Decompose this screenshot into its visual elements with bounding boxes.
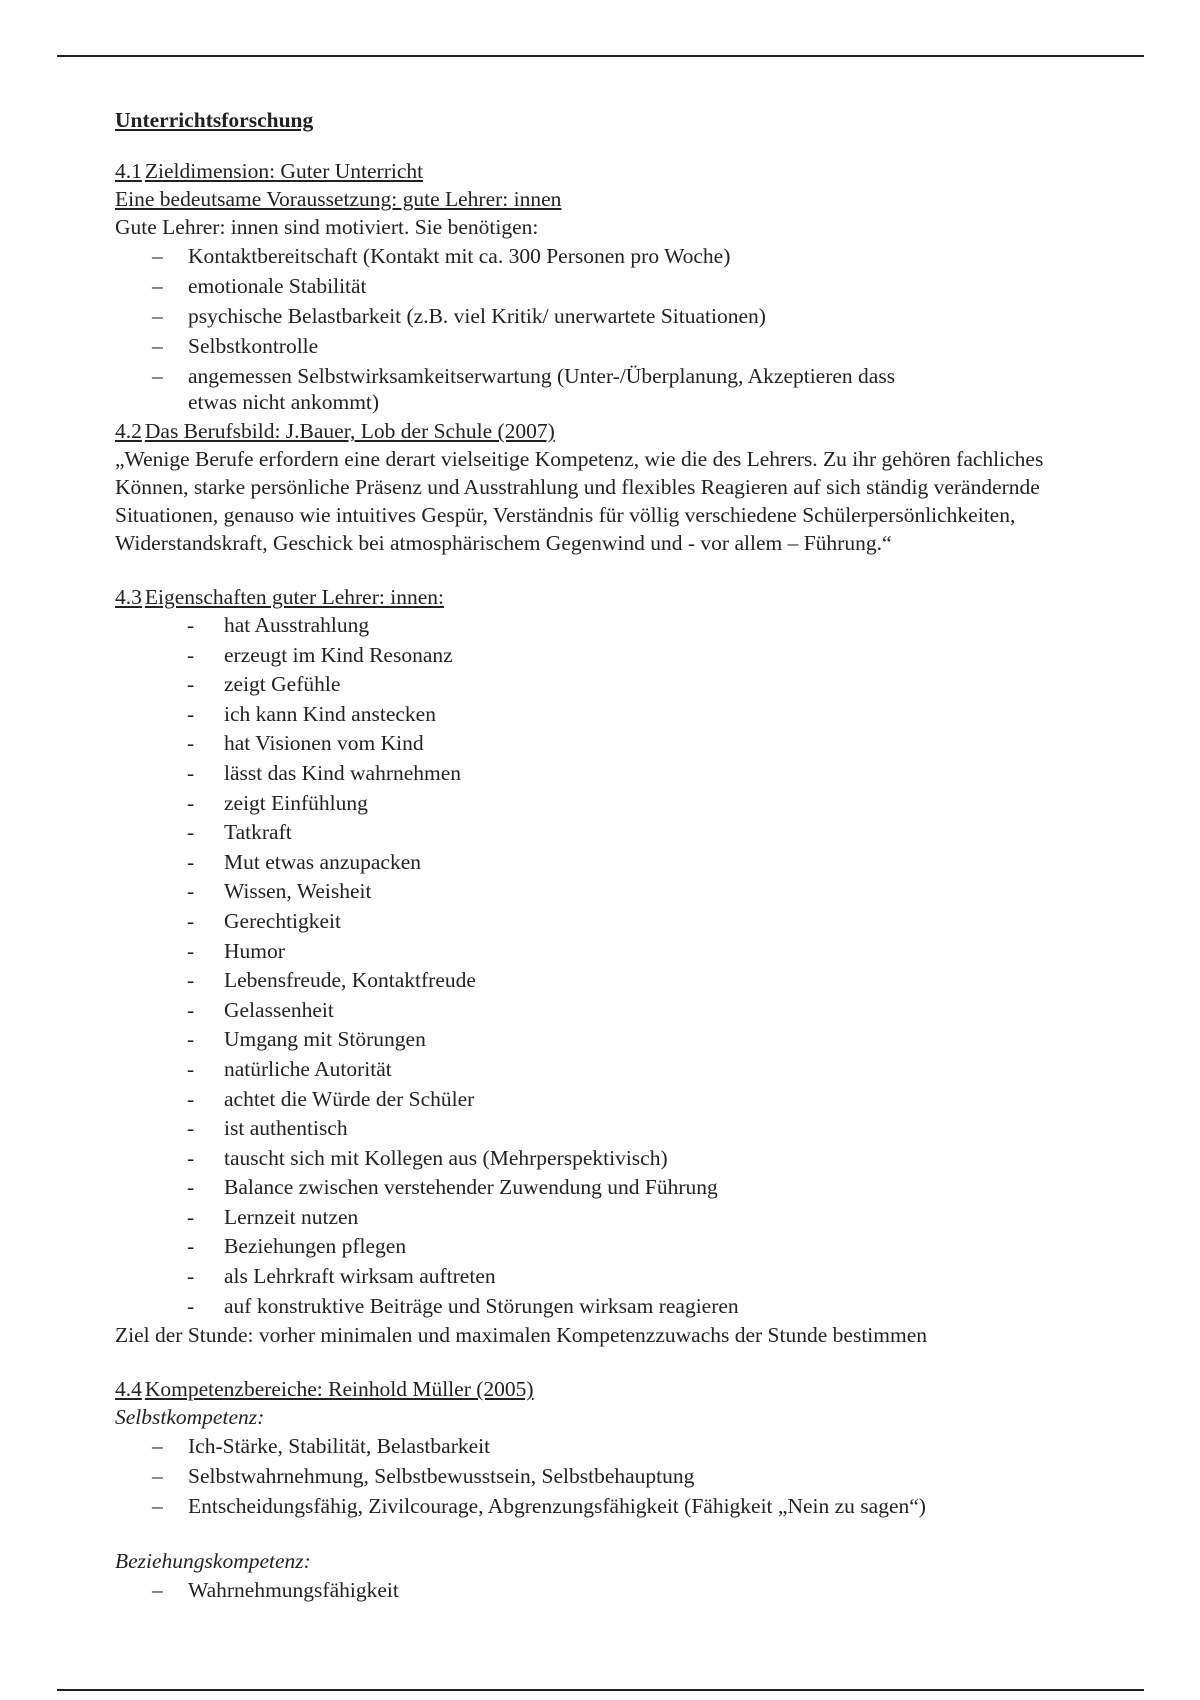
relationship-competence-label: Beziehungskompetenz:	[115, 1549, 311, 1574]
list-item	[115, 1203, 1115, 1233]
bullet-mark: -	[187, 908, 195, 933]
bullet-mark: -	[187, 938, 195, 963]
bottom-rule	[57, 1689, 1144, 1691]
list-item	[115, 907, 1115, 937]
bullet-mark: -	[187, 613, 195, 637]
bullet-mark: -	[187, 1204, 195, 1229]
bullet-mark: -	[187, 760, 195, 785]
bullet-mark: –	[152, 1494, 163, 1519]
list-item	[115, 1292, 1115, 1322]
list-item	[115, 729, 1115, 759]
dash-bullet: –	[152, 364, 163, 388]
bullet-mark: -	[187, 701, 195, 726]
list-item-text: emotionale Stabilität	[188, 274, 367, 298]
list-item-text: Selbstwahrnehmung, Selbstbewusstsein, Selbstbehauptung	[188, 1464, 695, 1489]
section-heading-text: Das Berufsbild: J.Bauer, Lob der Schule (2007)	[144, 419, 555, 443]
list-item-text: Umgang mit Störungen	[224, 1027, 426, 1052]
list-item-text: Entscheidungsfähig, Zivilcourage, Abgrenzungsfähigkeit (Fähigkeit „Nein zu sagen“)	[188, 1494, 926, 1519]
list-item	[115, 301, 1115, 331]
list-item-text: ist authentisch	[224, 1116, 348, 1141]
list-item-text: zeigt Einfühlung	[224, 790, 368, 815]
list-item	[115, 700, 1115, 730]
list-item	[115, 241, 1115, 271]
list-item-text-continued: etwas nicht ankommt)	[188, 390, 380, 414]
list-item-text: Beziehungen pflegen	[224, 1234, 407, 1259]
dash-bullet: –	[152, 244, 163, 268]
list-item-text: Lernzeit nutzen	[224, 1204, 359, 1229]
list-item-text: Kontaktbereitschaft (Kontakt mit ca. 300 Personen pro Woche)	[188, 244, 731, 268]
section-4-1-list	[115, 241, 1115, 413]
list-item	[115, 271, 1115, 301]
list-item	[115, 361, 1115, 413]
top-rule	[57, 55, 1144, 57]
dash-bullet: –	[152, 274, 163, 298]
bullet-mark: -	[187, 731, 195, 756]
list-item	[115, 937, 1115, 967]
list-item-text: Tatkraft	[224, 820, 292, 845]
bullet-mark: –	[152, 1578, 163, 1603]
list-item-text: Ich-Stärke, Stabilität, Belastbarkeit	[188, 1434, 491, 1459]
list-item-text: achtet die Würde der Schüler	[224, 1086, 475, 1111]
self-competence-label: Selbstkompetenz:	[115, 1405, 265, 1430]
list-item	[115, 670, 1115, 700]
section-4-4-heading	[115, 1375, 1115, 1403]
bullet-mark: –	[152, 1464, 163, 1489]
section-number: 4.2	[115, 419, 142, 443]
section-number: 4.1	[115, 159, 142, 183]
list-item	[115, 996, 1115, 1026]
lesson-goal: Ziel der Stunde: vorher minimalen und maximalen Kompetenzzuwachs der Stunde bestimmen	[115, 1323, 928, 1348]
list-item	[115, 877, 1115, 907]
bullet-mark: -	[187, 1293, 195, 1318]
list-item	[115, 1262, 1115, 1292]
bullet-mark: -	[187, 1086, 195, 1111]
section-number: 4.4	[115, 1377, 142, 1402]
list-item-text: Balance zwischen verstehender Zuwendung und Führung	[224, 1175, 718, 1200]
list-item-text: Gelassenheit	[224, 997, 334, 1022]
list-item	[115, 848, 1115, 878]
list-item-text: angemessen Selbstwirksamkeitserwartung (Unter-/Überplanung, Akzeptieren dass	[188, 364, 896, 388]
bullet-mark: -	[187, 672, 195, 697]
section-4-3-list	[115, 611, 1115, 1321]
list-item	[115, 1173, 1115, 1203]
list-item	[115, 1431, 1115, 1461]
bullet-mark: -	[187, 849, 195, 874]
list-item-text: Lebensfreude, Kontaktfreude	[224, 968, 476, 993]
list-item	[115, 1025, 1115, 1055]
document-title: Unterrichtsforschung	[115, 108, 314, 132]
section-4-1-subheading: Eine bedeutsame Voraussetzung: gute Lehrer: innen	[115, 187, 562, 211]
list-item	[115, 759, 1115, 789]
list-item	[115, 966, 1115, 996]
section-4-3-heading	[115, 583, 1115, 611]
list-item-text: lässt das Kind wahrnehmen	[224, 760, 462, 785]
bullet-mark: -	[187, 1116, 195, 1141]
list-item	[115, 1114, 1115, 1144]
list-item-text: tauscht sich mit Kollegen aus (Mehrperspektivisch)	[224, 1145, 668, 1170]
list-item-text: Wahrnehmungsfähigkeit	[188, 1578, 399, 1603]
list-item-text: auf konstruktive Beiträge und Störungen wirksam reagieren	[224, 1293, 739, 1318]
list-item-text: Selbstkontrolle	[188, 334, 319, 358]
bullet-mark: -	[187, 879, 195, 904]
list-item-text: als Lehrkraft wirksam auftreten	[224, 1264, 496, 1289]
list-item	[115, 641, 1115, 671]
list-item-text: Gerechtigkeit	[224, 908, 342, 933]
bullet-mark: -	[187, 820, 195, 845]
self-competence-list	[115, 1431, 1115, 1521]
section-4-1-heading	[115, 157, 1115, 185]
list-item	[115, 1232, 1115, 1262]
bauer-quote: „Wenige Berufe erfordern eine derart vielseitige Kompetenz, wie die des Lehrers. Zu ihr gehören fachliches Können, starke persönliche Präsenz und Ausstrahlung und flexibles Reagieren auf sich ständig verändernde Situationen, genauso wie intuitives Gespür, Verständnis für völlig verschiedene Schülerpersönlichkeiten, Widerstandskraft, Geschick bei atmosphärischem Gegenwind und - vor allem – Führung.“	[115, 447, 1044, 555]
bullet-mark: -	[187, 1145, 195, 1170]
list-item	[115, 1085, 1115, 1115]
bullet-mark: -	[187, 968, 195, 993]
list-item	[115, 1491, 1115, 1521]
section-heading-text: Zieldimension: Guter Unterricht	[144, 159, 424, 183]
section-heading-text: Eigenschaften guter Lehrer: innen:	[144, 585, 444, 609]
list-item	[115, 331, 1115, 361]
section-number: 4.3	[115, 585, 142, 609]
list-item	[115, 1055, 1115, 1085]
list-item-text: hat Ausstrahlung	[224, 613, 370, 637]
bullet-mark: -	[187, 1175, 195, 1200]
bullet-mark: -	[187, 790, 195, 815]
list-item-text: Wissen, Weisheit	[224, 879, 372, 904]
section-4-1-intro: Gute Lehrer: innen sind motiviert. Sie benötigen:	[115, 215, 539, 239]
list-item-text: Humor	[224, 938, 285, 963]
section-4-2-heading	[115, 417, 1115, 445]
list-item-text: ich kann Kind anstecken	[224, 701, 436, 726]
list-item	[115, 1461, 1115, 1491]
section-heading-text: Kompetenzbereiche: Reinhold Müller (2005)	[144, 1377, 534, 1402]
list-item	[115, 1144, 1115, 1174]
list-item-text: Mut etwas anzupacken	[224, 849, 422, 874]
list-item-text: zeigt Gefühle	[224, 672, 341, 697]
bullet-mark: -	[187, 997, 195, 1022]
bullet-mark: -	[187, 642, 195, 667]
dash-bullet: –	[152, 304, 163, 328]
dash-bullet: –	[152, 334, 163, 358]
bullet-mark: –	[152, 1434, 163, 1459]
list-item	[115, 818, 1115, 848]
list-item-text: natürliche Autorität	[224, 1056, 392, 1081]
relationship-competence-list	[115, 1575, 1115, 1605]
list-item-text: hat Visionen vom Kind	[224, 731, 424, 756]
document-page	[115, 105, 1115, 1605]
bullet-mark: -	[187, 1056, 195, 1081]
bullet-mark: -	[187, 1027, 195, 1052]
list-item	[115, 789, 1115, 819]
list-item	[115, 611, 1115, 641]
list-item	[115, 1575, 1115, 1605]
list-item-text: psychische Belastbarkeit (z.B. viel Kritik/ unerwartete Situationen)	[188, 304, 766, 328]
bullet-mark: -	[187, 1264, 195, 1289]
bullet-mark: -	[187, 1234, 195, 1259]
list-item-text: erzeugt im Kind Resonanz	[224, 642, 453, 667]
